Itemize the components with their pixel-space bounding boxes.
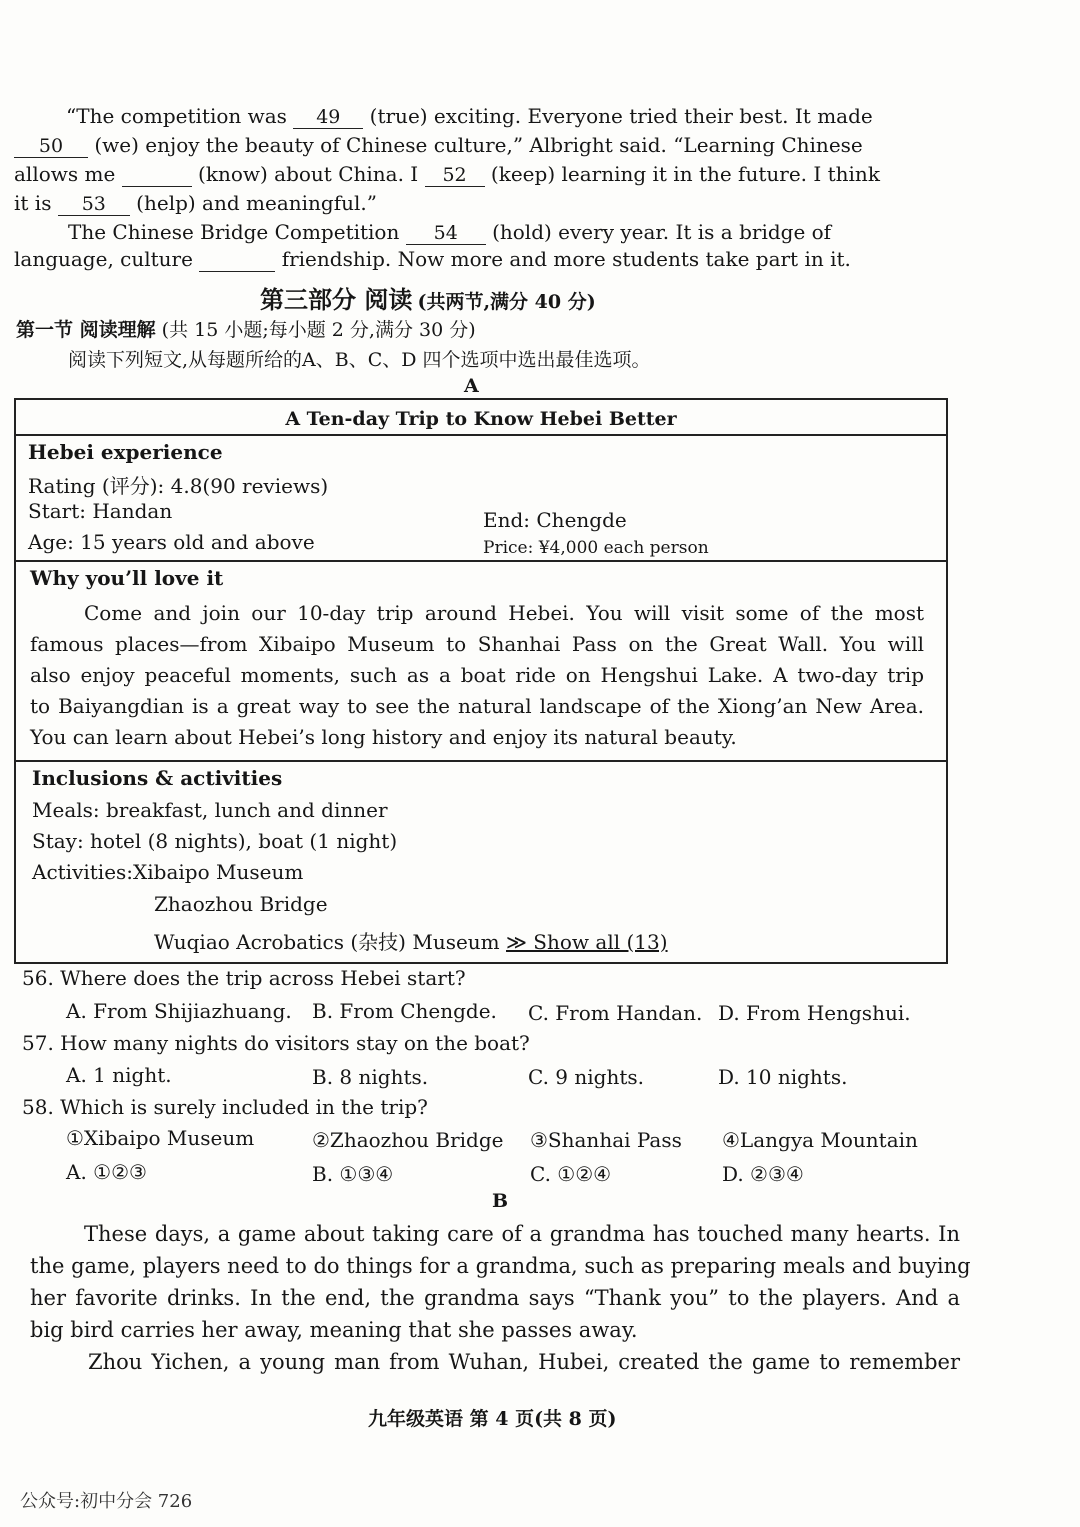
stay: Stay: hotel (8 nights), boat (1 night) [32, 829, 398, 853]
rating: Rating (评分): 4.8(90 reviews) [28, 474, 329, 498]
q56-option-a[interactable]: A. From Shijiazhuang. [66, 999, 292, 1023]
q58-item-3: ③Shanhai Pass [530, 1128, 682, 1152]
cloze-line-1: “The competition was 49 (true) exciting. Everyone tried their best. It made [66, 104, 873, 128]
q56-option-c[interactable]: C. From Handan. [528, 1001, 703, 1025]
blank-49[interactable]: 49 [293, 106, 363, 129]
price: Price: ¥4,000 each person [483, 538, 709, 558]
blank-50[interactable]: 50 [14, 135, 88, 158]
q57-option-c[interactable]: C. 9 nights. [528, 1065, 645, 1089]
q57-option-d[interactable]: D. 10 nights. [718, 1065, 848, 1089]
q57-option-a[interactable]: A. 1 night. [66, 1063, 172, 1087]
cloze-line-2: 50 (we) enjoy the beauty of Chinese culture,” Albright said. “Learning Chinese [14, 133, 863, 158]
watermark: 公众号:初中分会 726 [20, 1491, 193, 1512]
inclusions-label: Inclusions & activities [32, 766, 283, 790]
q56-option-d[interactable]: D. From Hengshui. [718, 1001, 911, 1025]
question-57: 57. How many nights do visitors stay on the boat? [22, 1031, 530, 1055]
q58-option-a[interactable]: A. ①②③ [66, 1160, 147, 1184]
blank-52[interactable]: 52 [425, 164, 485, 187]
divider [16, 560, 946, 562]
page-footer: 九年级英语 第 4 页(共 8 页) [368, 1408, 617, 1430]
blank-51[interactable] [122, 164, 192, 187]
q58-item-1: ①Xibaipo Museum [66, 1126, 255, 1150]
ad-title: A Ten-day Trip to Know Hebei Better [285, 408, 677, 430]
cloze-line-3: allows me (know) about China. I 52 (keep) learning it in the future. I think [14, 162, 880, 186]
cloze-line-6: language, culture friendship. Now more and more students take part in it. [14, 247, 851, 271]
activity-2: Zhaozhou Bridge [154, 892, 328, 916]
trip-ad-box [14, 398, 948, 964]
q58-option-d[interactable]: D. ②③④ [722, 1162, 804, 1186]
end: End: Chengde [483, 508, 627, 532]
exp-label: Hebei experience [28, 440, 223, 464]
start: Start: Handan [28, 499, 173, 523]
meals: Meals: breakfast, lunch and dinner [32, 798, 388, 822]
blank-55[interactable] [199, 249, 275, 272]
cloze-line-5: The Chinese Bridge Competition 54 (hold) every year. It is a bridge of [68, 220, 832, 244]
why-paragraph: Come and join our 10-day trip around Hebei. You will visit some of the most famous places—from Xibaipo Museum to Shanhai Pass on the Great Wall. You will also enjoy peaceful moments, such as a boat ride on Hengshui Lake. A two-day trip to Baiyangdian is a great way to see the natural landscape of the Xiong’an New Area. You can learn about Hebei’s long history and enjoy its natural beauty. [30, 601, 924, 749]
q58-option-c[interactable]: C. ①②④ [530, 1162, 612, 1186]
passage-a-label: A [464, 375, 479, 397]
blank-54[interactable]: 54 [406, 222, 486, 245]
divider [16, 434, 946, 436]
q57-option-b[interactable]: B. 8 nights. [312, 1065, 429, 1089]
subsection-heading: 第一节 阅读理解 (共 15 小题;每小题 2 分,满分 30 分) [16, 319, 476, 341]
passage-b-paragraph: These days, a game about taking care of a grandma has touched many hearts. In the game, players need to do things for a grandma, such as preparing meals and buying her favorite drinks. In the end, the grandma says “Thank you” to the players. And a big bird carries her away, meaning that she passes away. Zhou Yichen, a young man from Wuhan, Hubei, created the game to remember [30, 1222, 971, 1374]
show-all-link[interactable]: ≫ Show all (13) [506, 930, 668, 954]
instruction: 阅读下列短文,从每题所给的A、B、C、D 四个选项中选出最佳选项。 [68, 349, 651, 371]
section-heading: 第三部分 阅读 (共两节,满分 40 分) [260, 285, 596, 314]
age: Age: 15 years old and above [28, 530, 315, 554]
q58-option-b[interactable]: B. ①③④ [312, 1162, 394, 1186]
q58-item-2: ②Zhaozhou Bridge [312, 1128, 504, 1152]
activities: Activities:Xibaipo Museum [32, 860, 304, 884]
why-label: Why you’ll love it [30, 566, 224, 590]
cloze-line-4: it is 53 (help) and meaningful.” [14, 191, 377, 215]
q58-item-4: ④Langya Mountain [722, 1128, 918, 1152]
activity-3: Wuqiao Acrobatics (杂技) Museum ≫ Show all (13) [154, 930, 668, 954]
question-58: 58. Which is surely included in the trip? [22, 1095, 428, 1119]
divider [16, 760, 946, 762]
question-56: 56. Where does the trip across Hebei start? [22, 966, 466, 990]
passage-b-label: B [492, 1190, 509, 1212]
blank-53[interactable]: 53 [58, 193, 130, 216]
q56-option-b[interactable]: B. From Chengde. [312, 999, 497, 1023]
